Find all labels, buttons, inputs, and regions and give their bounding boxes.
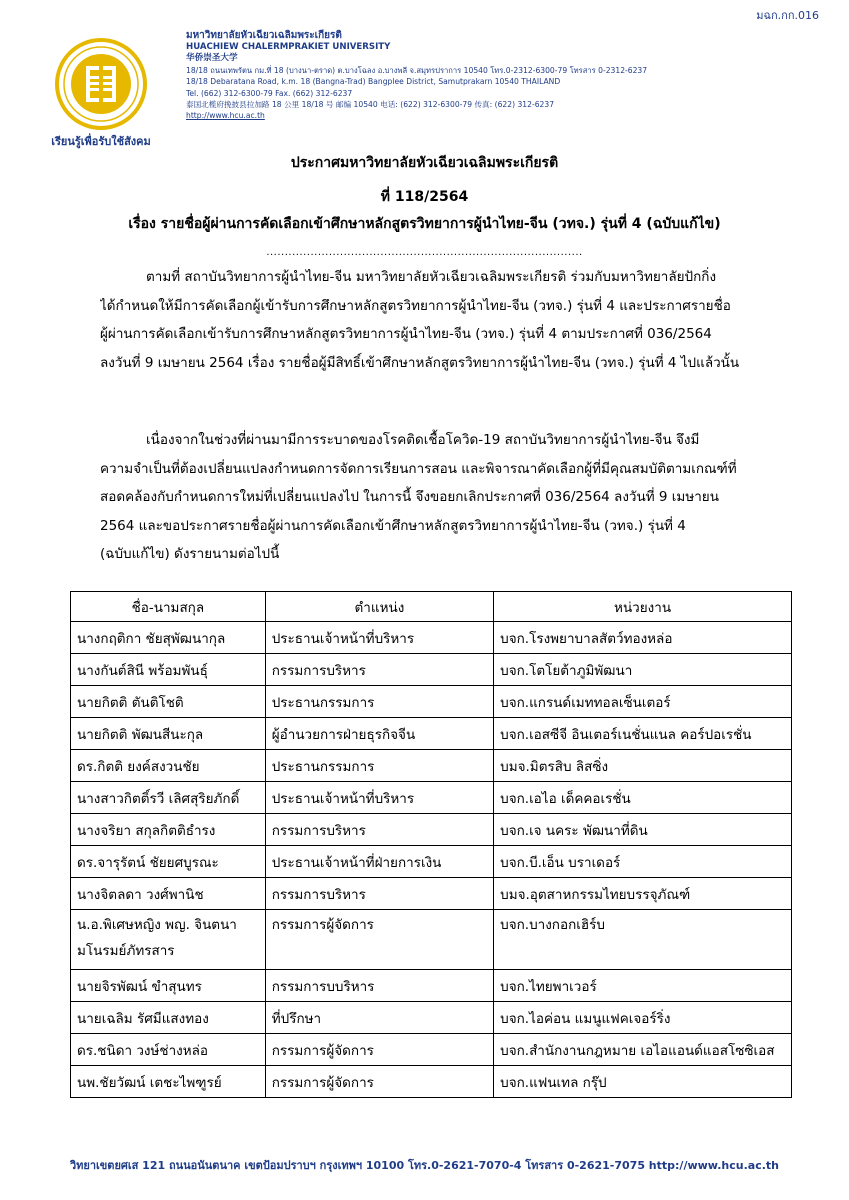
cell-organization: บจก.เอสซีจี อินเตอร์เนชั่นแนล คอร์ปอเรชั่น: [494, 718, 792, 750]
selected-participants-table: [70, 591, 792, 1098]
table-row: [71, 878, 792, 910]
cell-name: นายกิตติ พัฒนสีนะกุล: [71, 718, 266, 750]
separator: ......................................................................................: [266, 247, 583, 258]
table-row: [71, 1034, 792, 1066]
table-row: [71, 970, 792, 1002]
address-en: 18/18 Debaratana Road, k.m. 18 (Bangna-Trad) Bangplee District, Samutprakarn 10540 THAILAND: [186, 77, 561, 87]
paragraph-line: 2564 และขอประกาศรายชื่อผู้ผ่านการคัดเลือกเข้าศึกษาหลักสูตรวิทยาการผู้นำไทย-จีน (วทจ.) รุ่นที่ 4: [100, 517, 686, 534]
phone-en: Tel. (662) 312-6300-79 Fax. (662) 312-6237: [186, 88, 353, 98]
table-row: [71, 846, 792, 878]
footer-address: วิทยาเขตยศเส 121 ถนนอนันตนาค เขตป้อมปราบฯ กรุงเทพฯ 10100 โทร.0-2621-7070-4 โทรสาร 0-2621-7075 http://www.hcu.ac.th: [69, 1159, 780, 1172]
paragraph-line: (ฉบับแก้ไข) ดังรายนามต่อไปนี้: [100, 546, 280, 562]
cell-organization: บจก.แฟนเทล กรุ๊ป: [494, 1066, 792, 1098]
cell-name: ดร.ชนิดา วงษ์ช่างหล่อ: [71, 1034, 266, 1066]
cell-position: ประธานกรรมการ: [265, 750, 493, 782]
cell-name: นางกันต์สินี พร้อมพันธุ์: [71, 654, 266, 686]
letterhead: [186, 29, 826, 122]
cell-position: กรรมการผู้จัดการ: [265, 910, 493, 970]
table-row: [71, 654, 792, 686]
table-header-row: [71, 592, 792, 622]
cell-name: ดร.จารุรัตน์ ชัยยศบูรณะ: [71, 846, 266, 878]
cell-name: นายจิรพัฒน์ ขำสุนทร: [71, 970, 266, 1002]
cell-name: ดร.กิตติ ยงค์สงวนชัย: [71, 750, 266, 782]
cell-position: ประธานเจ้าหน้าที่บริหาร: [265, 622, 493, 654]
cell-name: นพ.ชัยวัฒน์ เตชะไพฑูรย์: [71, 1066, 266, 1098]
paragraph-line: ผู้ผ่านการคัดเลือกเข้ารับการศึกษาหลักสูตรวิทยาการผู้นำไทย-จีน (วทจ.) รุ่นที่ 4 ตามประกาศที่ 036/2564: [100, 326, 712, 342]
cell-position: กรรมการบริหาร: [265, 654, 493, 686]
cell-position: กรรมการบริหาร: [265, 878, 493, 910]
table-row: [71, 622, 792, 654]
cell-position: ประธานกรรมการ: [265, 686, 493, 718]
table-row: [71, 1066, 792, 1098]
cell-name: น.อ.พิเศษหญิง พญ. จินตนา มโนรมย์ภัทรสาร: [71, 910, 266, 970]
paragraph-line: ความจำเป็นที่ต้องเปลี่ยนแปลงกำหนดการจัดการเรียนการสอน และพิจารณาคัดเลือกผู้ที่มีคุณสมบัติตามเกณฑ์ที่: [100, 460, 737, 477]
cell-organization: บจก.โตโยต้าภูมิพัฒนา: [494, 654, 792, 686]
document-code: มฉก.กก.016: [756, 9, 819, 22]
announcement-title: ประกาศมหาวิทยาลัยหัวเฉียวเฉลิมพระเกียรติ: [290, 155, 559, 171]
table-row: [71, 1002, 792, 1034]
cell-name: นางจิตลดา วงศ์พานิช: [71, 878, 266, 910]
cell-organization: บจก.ไอค่อน แมนูแฟคเจอร์ริ่ง: [494, 1002, 792, 1034]
cell-name: นางกฤติกา ชัยสุพัฒนากุล: [71, 622, 266, 654]
announcement-subject: เรื่อง รายชื่อผู้ผ่านการคัดเลือกเข้าศึกษาหลักสูตรวิทยาการผู้นำไทย-จีน (วทจ.) รุ่นที่ 4 (ฉบับแก้ไข): [128, 216, 721, 232]
cell-position: ที่ปรึกษา: [265, 1002, 493, 1034]
cell-organization: บจก.สำนักงานกฎหมาย เอไอแอนด์แอสโซซิเอส: [494, 1034, 792, 1066]
cell-organization: บจก.โรงพยาบาลสัตว์ทองหล่อ: [494, 622, 792, 654]
paragraph-2: [100, 426, 790, 569]
paragraph-line: ได้กำหนดให้มีการคัดเลือกผู้เข้ารับการศึกษาหลักสูตรวิทยาการผู้นำไทย-จีน (วทจ.) รุ่นที่ 4 และประกาศรายชื่อ: [100, 297, 731, 314]
cell-organization: บมจ.อุตสาหกรรมไทยบรรจุภัณฑ์: [494, 878, 792, 910]
cell-position: ผู้อำนวยการฝ่ายธุรกิจจีน: [265, 718, 493, 750]
cell-position: กรรมการบริหาร: [265, 814, 493, 846]
cell-position: กรรมการบบริหาร: [265, 970, 493, 1002]
table-row: [71, 686, 792, 718]
paragraph-line: ตามที่ สถาบันวิทยาการผู้นำไทย-จีน มหาวิทยาลัยหัวเฉียวเฉลิมพระเกียรติ ร่วมกับมหาวิทยาลัยปักกิ่ง: [146, 269, 717, 285]
cell-organization: บจก.เอไอ เด็คคอเรชั่น: [494, 782, 792, 814]
university-name-th: มหาวิทยาลัยหัวเฉียวเฉลิมพระเกียรติ: [186, 30, 342, 41]
address-cn: 泰国北榄府挽披县拉加路 18 公里 18/18 号 邮编 10540 电话: (622) 312-6300-79 传真: (622) 312-6237: [186, 100, 555, 110]
paragraph-1: [100, 263, 790, 377]
header-position: ตำแหน่ง: [265, 592, 493, 622]
cell-position: ประธานเจ้าหน้าที่ฝ่ายการเงิน: [265, 846, 493, 878]
paragraph-line: ลงวันที่ 9 เมษายน 2564 เรื่อง รายชื่อผู้มีสิทธิ์เข้าศึกษาหลักสูตรวิทยาการผู้นำไทย-จีน (วทจ.) รุ่นที่ 4 ไปแล้วนั้น: [100, 354, 740, 371]
cell-position: กรรมการผู้จัดการ: [265, 1034, 493, 1066]
paragraph-line: สอดคล้องกับกำหนดการใหม่ที่เปลี่ยนแปลงไป ในการนี้ จึงขอยกเลิกประกาศที่ 036/2564 ลงวันที่ 9 เมษายน: [100, 489, 719, 505]
address-th: 18/18 ถนนเทพรัตน กม.ที่ 18 (บางนา-ตราด) ต.บางโฉลง อ.บางพลี จ.สมุทรปราการ 10540 โทร.0-2312-6300-79 โทรสาร 0-2312-6237: [186, 65, 648, 75]
cell-name: นายเฉลิม รัศมีแสงทอง: [71, 1002, 266, 1034]
table-row: [71, 718, 792, 750]
cell-name: นางสาวกิตติ์รวี เลิศสุริยภักดิ์: [71, 782, 266, 814]
cell-organization: บจก.เจ นคระ พัฒนาที่ดิน: [494, 814, 792, 846]
university-logo: [36, 36, 166, 148]
cell-position: กรรมการผู้จัดการ: [265, 1066, 493, 1098]
cell-organization: บจก.แกรนด์เมททอลเซ็นเตอร์: [494, 686, 792, 718]
table-row: [71, 814, 792, 846]
website-link[interactable]: http://www.hcu.ac.th: [186, 111, 265, 121]
table-row: [71, 750, 792, 782]
cell-organization: บจก.บี.เอ็น บราเดอร์: [494, 846, 792, 878]
cell-organization: บจก.ไทยพาเวอร์: [494, 970, 792, 1002]
university-name-en: HUACHIEW CHALERMPRAKIET UNIVERSITY: [186, 42, 391, 52]
cell-name: นายกิตติ ตันติโชติ: [71, 686, 266, 718]
header-organization: หน่วยงาน: [494, 592, 792, 622]
table-row: [71, 782, 792, 814]
header-name: ชื่อ-นามสกุล: [71, 592, 266, 622]
cell-organization: บจก.บางกอกเฮิร์บ: [494, 910, 792, 970]
announcement-number: ที่ 118/2564: [380, 189, 469, 205]
paragraph-line: เนื่องจากในช่วงที่ผ่านมามีการระบาดของโรคติดเชื้อโควิด-19 สถาบันวิทยาการผู้นำไทย-จีน จึงมี: [146, 432, 700, 448]
university-name-cn: 华侨崇圣大学: [186, 53, 238, 64]
cell-position: ประธานเจ้าหน้าที่บริหาร: [265, 782, 493, 814]
table-row: [71, 910, 792, 970]
logo-motto: เรียนรู้เพื่อรับใช้สังคม: [51, 135, 151, 148]
cell-organization: บมจ.มิตรสิบ ลิสซิ่ง: [494, 750, 792, 782]
cell-name: นางจริยา สกุลกิตติธำรง: [71, 814, 266, 846]
